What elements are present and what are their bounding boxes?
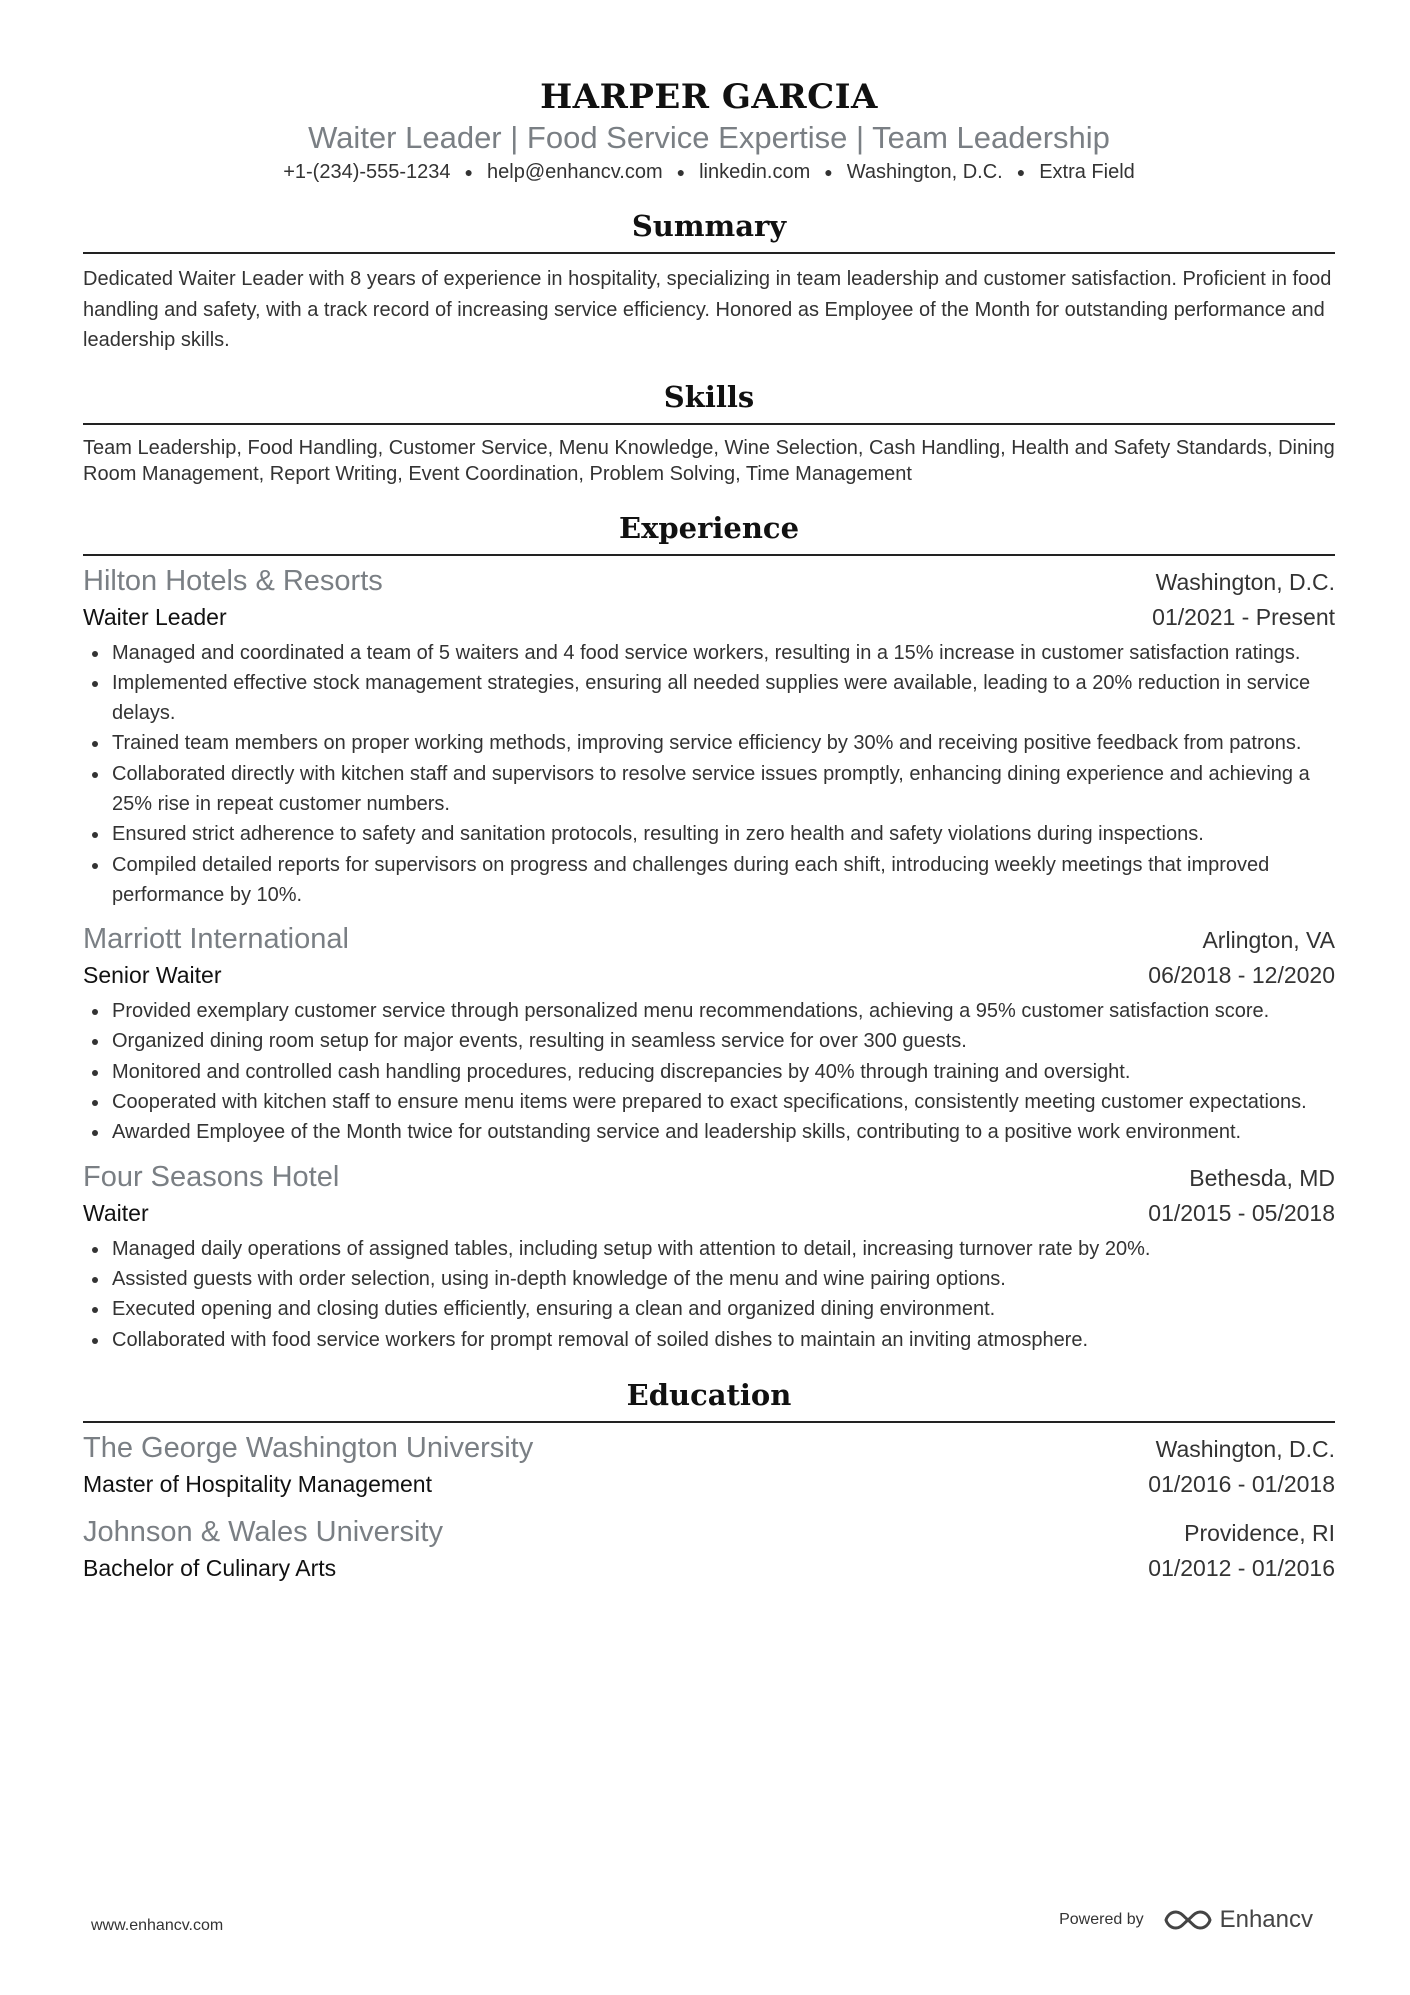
education-dates: 01/2016 - 01/2018: [1148, 1470, 1335, 1497]
entry-subheader: [83, 1196, 1335, 1230]
entry-header: [83, 562, 1335, 600]
job-location: Arlington, VA: [1202, 927, 1335, 954]
list-item: Trained team members on proper working methods, improving service efficiency by 30% and receiving positive feedback from patrons.: [83, 728, 1335, 758]
section-divider: [83, 252, 1335, 254]
job-location: Bethesda, MD: [1189, 1164, 1335, 1191]
list-item: Provided exemplary customer service through personalized menu recommendations, achieving a 95% customer satisfaction score.: [83, 996, 1335, 1026]
enhancv-logo[interactable]: [1164, 1906, 1313, 1934]
section-divider: [83, 423, 1335, 425]
list-item: Executed opening and closing duties efficiently, ensuring a clean and organized dining environment.: [83, 1294, 1335, 1324]
school-location: Washington, D.C.: [1155, 1435, 1335, 1462]
education-dates: 01/2012 - 01/2016: [1148, 1554, 1335, 1581]
bullet-separator: ●: [1016, 164, 1026, 180]
job-bullets: [83, 638, 1335, 911]
entry-subheader: [83, 600, 1335, 634]
bullet-separator: ●: [676, 164, 686, 180]
job-role: Waiter Leader: [83, 603, 227, 630]
entry-header: [83, 1158, 1335, 1196]
entry-header: [83, 1429, 1335, 1467]
job-bullets: [83, 996, 1335, 1147]
education-entry: [83, 1513, 1335, 1585]
powered-by-label: Powered by: [1059, 1911, 1144, 1928]
job-role: Senior Waiter: [83, 962, 222, 989]
list-item: Managed daily operations of assigned tables, including setup with attention to detail, increasing turnover rate by 20%.: [83, 1234, 1335, 1264]
enhancv-logo-icon: [1164, 1907, 1212, 1933]
section-divider: [83, 1421, 1335, 1423]
summary-text: Dedicated Waiter Leader with 8 years of experience in hospitality, specializing in team leadership and customer satisfaction. Proficient in food handling and safety, with a track record of increasing service efficiency. Honored as Employee of the Month for outstanding performance and leadership skills.: [83, 268, 1332, 351]
entry-header: [83, 920, 1335, 958]
entry-subheader: [83, 958, 1335, 992]
list-item: Collaborated with food service workers for prompt removal of soiled dishes to maintain an inviting atmosphere.: [83, 1325, 1335, 1355]
linkedin[interactable]: linkedin.com: [699, 161, 811, 183]
education-entry: [83, 1429, 1335, 1501]
list-item: Assisted guests with order selection, using in-depth knowledge of the menu and wine pairing options.: [83, 1264, 1335, 1294]
phone[interactable]: +1-(234)-555-1234: [283, 161, 451, 183]
resume-page: [83, 0, 1335, 1585]
section-title-experience: Experience: [618, 510, 800, 545]
job-dates: 06/2018 - 12/2020: [1148, 962, 1335, 989]
list-item: Organized dining room setup for major events, resulting in seamless service for over 300 guests.: [83, 1026, 1335, 1056]
degree: Master of Hospitality Management: [83, 1470, 432, 1497]
list-item: Ensured strict adherence to safety and sanitation protocols, resulting in zero health and safety violations during inspections.: [83, 819, 1335, 849]
footer-branding: [1059, 1906, 1313, 1934]
experience-entry: [83, 920, 1335, 1147]
school-location: Providence, RI: [1184, 1519, 1335, 1546]
experience-section: [83, 510, 1335, 1355]
extra-field: Extra Field: [1039, 161, 1135, 183]
summary-section: [83, 208, 1335, 356]
company-name: Four Seasons Hotel: [83, 1160, 340, 1193]
location: Washington, D.C.: [846, 161, 1003, 183]
job-dates: 01/2015 - 05/2018: [1148, 1199, 1335, 1226]
section-title-education: Education: [626, 1377, 792, 1412]
list-item: Compiled detailed reports for supervisors on progress and challenges during each shift, introducing weekly meetings that improved performance by 10%.: [83, 850, 1335, 911]
experience-entry: [83, 1158, 1335, 1355]
list-item: Cooperated with kitchen staff to ensure menu items were prepared to exact specifications, consistently meeting customer expectations.: [83, 1087, 1335, 1117]
candidate-name: HARPER GARCIA: [540, 77, 878, 117]
school-name: The George Washington University: [83, 1431, 534, 1464]
candidate-title: Waiter Leader | Food Service Expertise | Team Leadership: [308, 120, 1110, 155]
list-item: Monitored and controlled cash handling procedures, reducing discrepancies by 40% through training and oversight.: [83, 1057, 1335, 1087]
list-item: Awarded Employee of the Month twice for outstanding service and leadership skills, contributing to a positive work environment.: [83, 1117, 1335, 1147]
skills-text: Team Leadership, Food Handling, Customer Service, Menu Knowledge, Wine Selection, Cash Handling, Health and Safety Standards, Dining Room Management, Report Writing, Event Coordination, Problem Solving, Time Management: [83, 436, 1335, 485]
section-title-skills: Skills: [663, 379, 755, 414]
job-bullets: [83, 1234, 1335, 1355]
degree: Bachelor of Culinary Arts: [83, 1554, 337, 1581]
skills-section: [83, 379, 1335, 487]
email[interactable]: help@enhancv.com: [487, 161, 663, 183]
experience-entry: [83, 562, 1335, 911]
section-divider: [83, 554, 1335, 556]
list-item: Collaborated directly with kitchen staff and supervisors to resolve service issues promptly, enhancing dining experience and achieving a 25% rise in repeat customer numbers.: [83, 759, 1335, 820]
job-role: Waiter: [83, 1199, 149, 1226]
section-title-summary: Summary: [631, 209, 787, 243]
job-dates: 01/2021 - Present: [1152, 603, 1335, 630]
list-item: Managed and coordinated a team of 5 waiters and 4 food service workers, resulting in a 15% increase in customer satisfaction ratings.: [83, 638, 1335, 668]
bullet-separator: ●: [824, 164, 833, 180]
company-name: Marriott International: [83, 923, 349, 956]
list-item: Implemented effective stock management strategies, ensuring all needed supplies were available, leading to a 20% reduction in service delays.: [83, 668, 1335, 729]
footer-website[interactable]: www.enhancv.com: [91, 1917, 224, 1934]
school-name: Johnson & Wales University: [83, 1515, 443, 1548]
contact-line: [83, 158, 1335, 186]
entry-subheader: [83, 1551, 1335, 1585]
bullet-separator: ●: [464, 164, 474, 180]
job-location: Washington, D.C.: [1155, 568, 1335, 595]
company-name: Hilton Hotels & Resorts: [83, 564, 383, 597]
education-section: [83, 1377, 1335, 1585]
entry-header: [83, 1513, 1335, 1551]
entry-subheader: [83, 1467, 1335, 1501]
brand-name: Enhancv: [1219, 1906, 1313, 1933]
resume-header: [83, 0, 1335, 186]
